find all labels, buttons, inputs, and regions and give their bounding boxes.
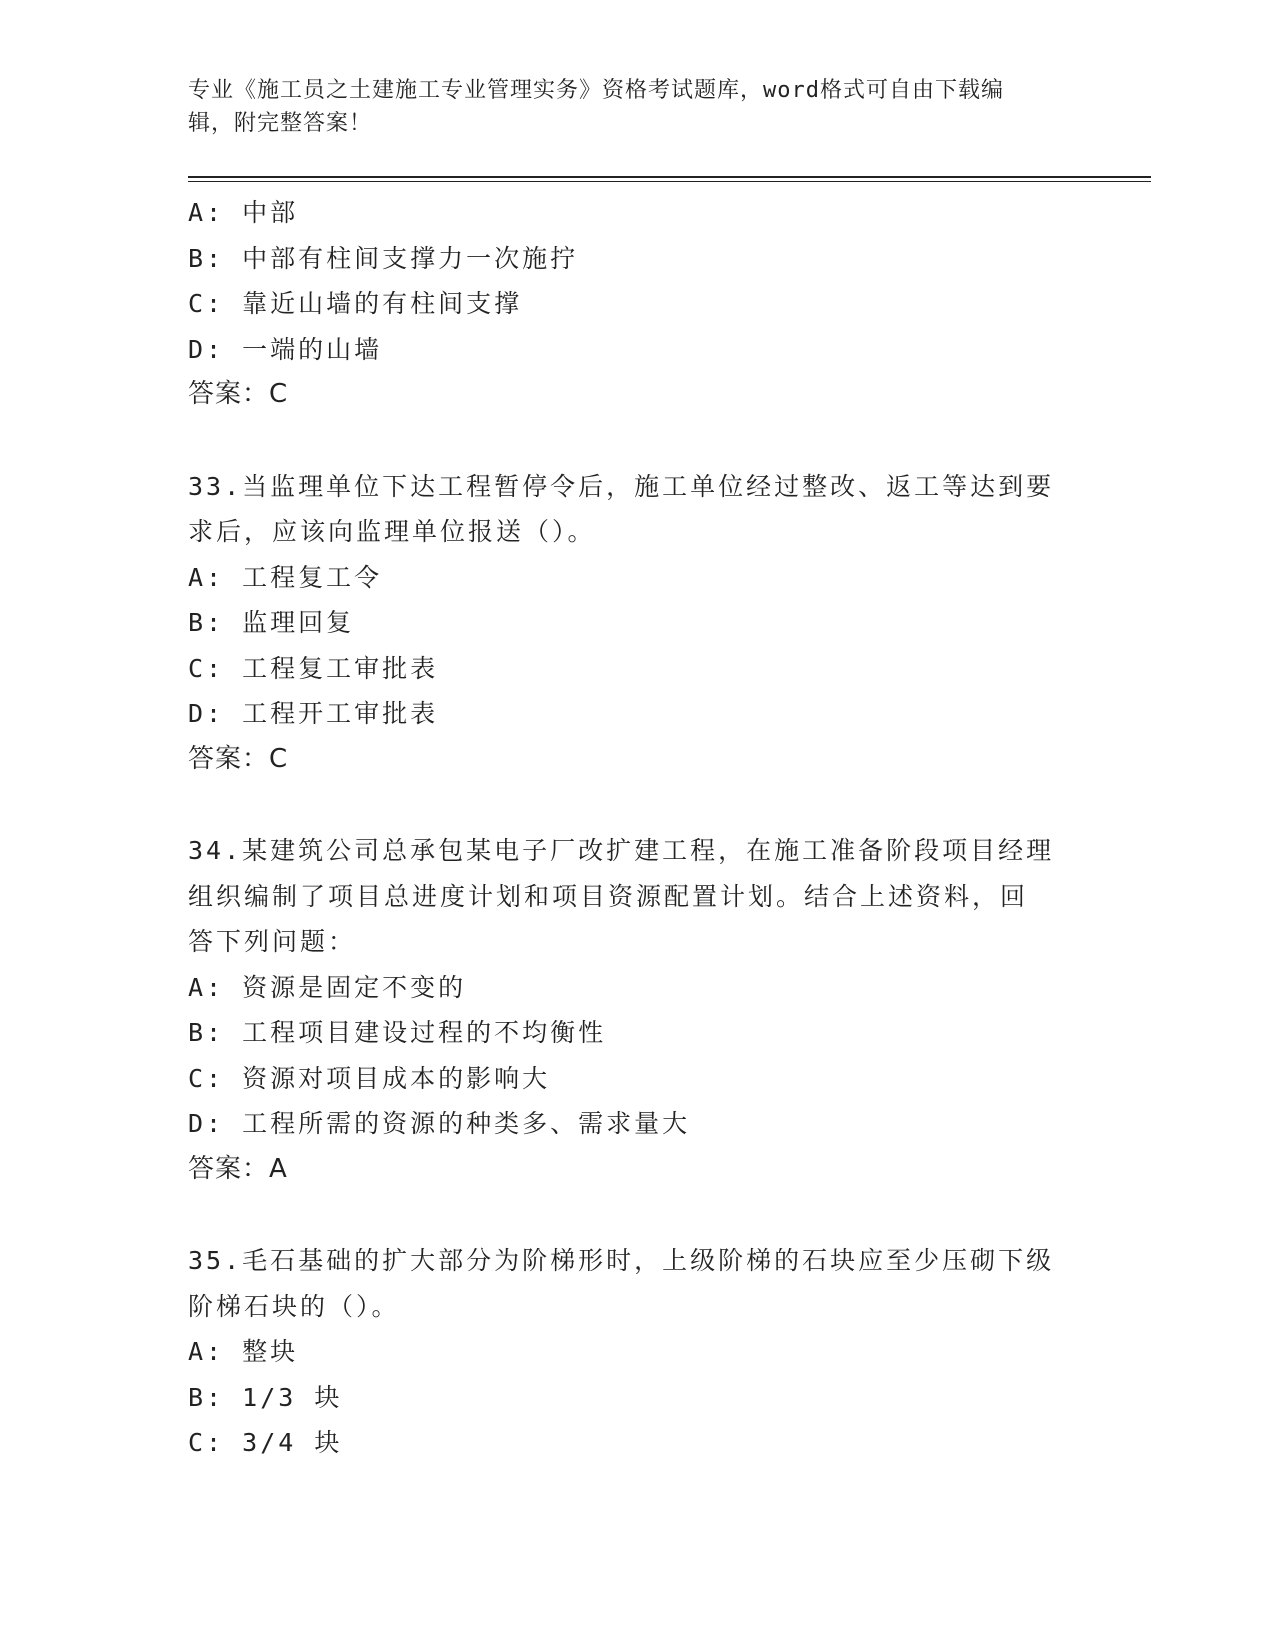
question-stem-line: 34.某建筑公司总承包某电子厂改扩建工程，在施工准备阶段项目经理 bbox=[188, 836, 1055, 865]
question-32 bbox=[188, 190, 1088, 418]
question-33 bbox=[188, 464, 1088, 783]
spacer bbox=[188, 782, 1088, 828]
option-d: D: 工程开工审批表 bbox=[188, 699, 439, 728]
option-a: A: 工程复工令 bbox=[188, 562, 383, 592]
option-a: A: 中部 bbox=[188, 198, 299, 227]
option-a: A: 资源是固定不变的 bbox=[188, 972, 467, 1002]
question-stem-line: 35.毛石基础的扩大部分为阶梯形时，上级阶梯的石块应至少压砌下级 bbox=[188, 1246, 1055, 1275]
option-a: A: 整块 bbox=[188, 1337, 299, 1366]
option-b: B: 监理回复 bbox=[188, 608, 355, 637]
option-d: D: 工程所需的资源的种类多、需求量大 bbox=[188, 1109, 691, 1138]
header-rule-thin bbox=[188, 181, 1151, 182]
option-b: B: 中部有柱间支撑力一次施拧 bbox=[188, 243, 579, 273]
option-c: C: 靠近山墙的有柱间支撑 bbox=[188, 289, 523, 318]
question-stem-line: 答下列问题： bbox=[188, 927, 357, 956]
document-header bbox=[188, 74, 1088, 140]
answer-line: 答案：A bbox=[188, 1153, 288, 1184]
spacer bbox=[188, 1192, 1088, 1238]
option-c: C: 工程复工审批表 bbox=[188, 653, 439, 683]
question-stem-line: 阶梯石块的（）。 bbox=[188, 1291, 400, 1321]
header-line-1: 专业《施工员之土建施工专业管理实务》资格考试题库，word格式可自由下载编 bbox=[188, 78, 1004, 103]
question-stem-line: 求后，应该向监理单位报送（）。 bbox=[188, 517, 596, 546]
option-d: D: 一端的山墙 bbox=[188, 334, 383, 364]
option-c: C: 资源对项目成本的影响大 bbox=[188, 1063, 551, 1093]
header-line-2: 辑，附完整答案！ bbox=[188, 111, 373, 136]
question-stem-line: 33.当监理单位下达工程暂停令后，施工单位经过整改、返工等达到要 bbox=[188, 471, 1055, 501]
option-b: B: 工程项目建设过程的不均衡性 bbox=[188, 1018, 607, 1047]
question-content bbox=[188, 190, 1088, 1466]
option-c: C: 3/4 块 bbox=[188, 1428, 343, 1457]
spacer bbox=[188, 418, 1088, 464]
question-35 bbox=[188, 1238, 1088, 1466]
question-stem-line: 组织编制了项目总进度计划和项目资源配置计划。结合上述资料，回 bbox=[188, 881, 1029, 911]
option-b: B: 1/3 块 bbox=[188, 1382, 343, 1412]
header-rule-thick bbox=[188, 176, 1151, 178]
answer-line: 答案：C bbox=[188, 743, 289, 774]
question-34 bbox=[188, 828, 1088, 1192]
answer-line: 答案：C bbox=[188, 379, 289, 409]
